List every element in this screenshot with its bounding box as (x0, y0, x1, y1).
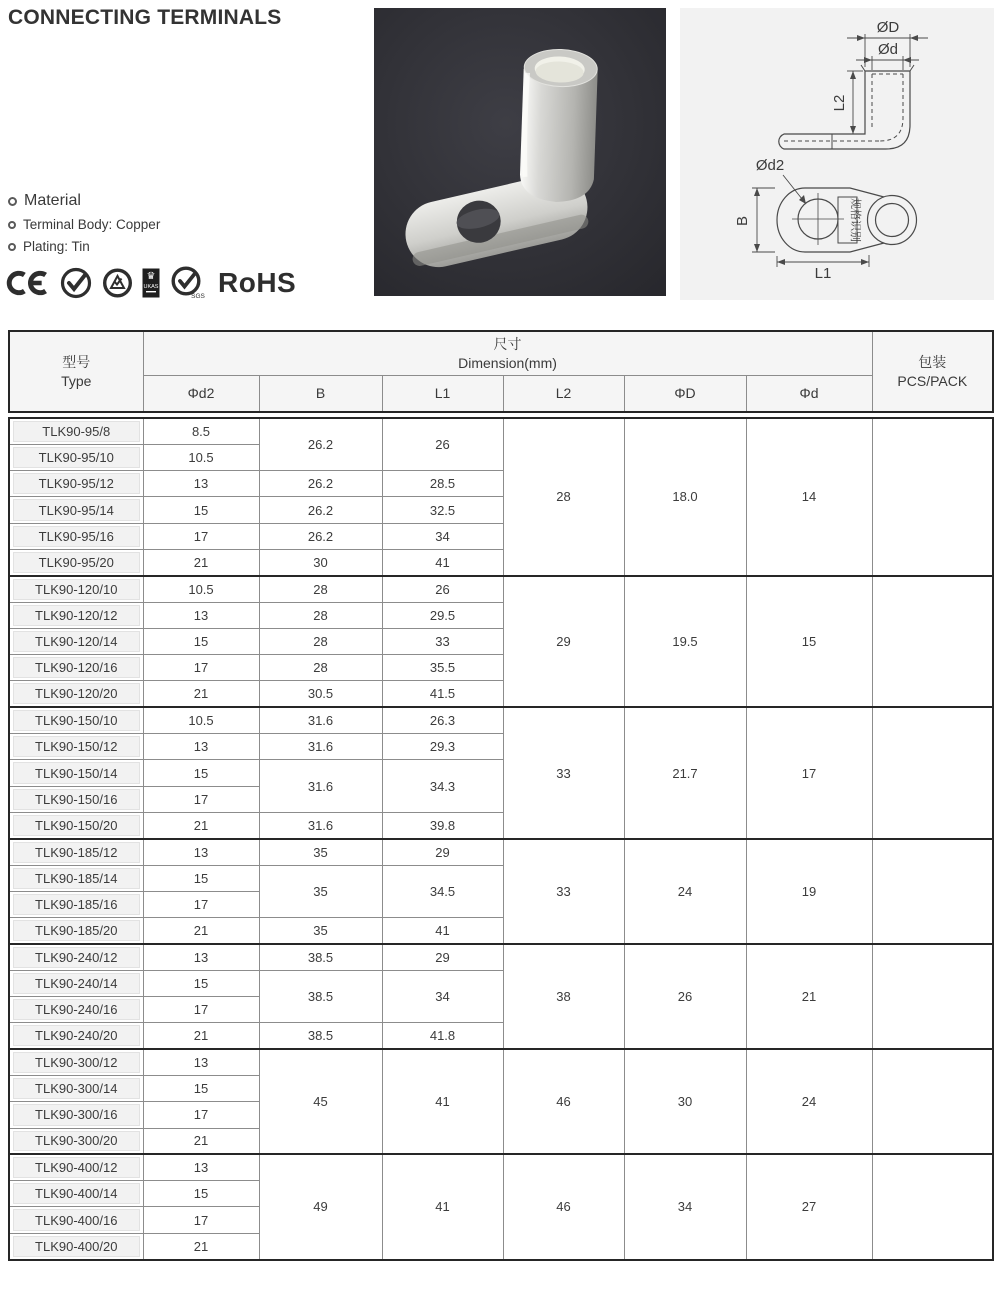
dimension-cell: 34.3 (382, 760, 503, 813)
material-heading: Material (24, 192, 81, 209)
material-item-row (8, 217, 160, 232)
dimension-cell: 13 (143, 1154, 259, 1180)
header-col-l2: L2 (503, 375, 624, 412)
dimension-cell: 28 (259, 576, 382, 602)
bullet-icon (8, 197, 17, 206)
type-label: TLK90-120/20 (13, 683, 140, 704)
header-dimension (143, 331, 872, 375)
dimension-cell: 18.0 (624, 418, 746, 576)
label-length-l1: L1 (814, 265, 832, 282)
dimension-cell: 30.5 (259, 681, 382, 707)
dimension-cell: 13 (143, 944, 259, 970)
dimension-cell: 15 (143, 1075, 259, 1101)
dimension-cell: 38.5 (259, 1023, 382, 1049)
dimension-cell: 13 (143, 1049, 259, 1075)
dimension-cell: 28 (259, 655, 382, 681)
dimension-cell: 34 (382, 970, 503, 1023)
material-section (8, 192, 160, 261)
dimension-cell: 45 (259, 1049, 382, 1154)
dimension-cell (872, 944, 993, 1049)
type-label: TLK90-240/12 (13, 947, 140, 968)
dimension-cell: 17 (143, 997, 259, 1023)
type-cell (9, 1207, 143, 1233)
type-label: TLK90-95/20 (13, 552, 140, 573)
type-label: TLK90-150/10 (13, 710, 140, 731)
dimension-cell: 41 (382, 1049, 503, 1154)
dimension-cell: 29 (503, 576, 624, 707)
certification-row (6, 263, 296, 303)
dimension-cell: 31.6 (259, 760, 382, 813)
dimension-cell: 24 (624, 839, 746, 944)
dimension-cell: 30 (624, 1049, 746, 1154)
dimension-cell: 21 (143, 549, 259, 575)
svg-text:SGS: SGS (191, 293, 205, 300)
type-cell (9, 681, 143, 707)
material-heading-row (8, 192, 160, 210)
dimension-cell: 46 (503, 1154, 624, 1259)
table-row (9, 839, 993, 865)
type-label: TLK90-150/14 (13, 762, 140, 783)
type-cell (9, 1049, 143, 1075)
type-label: TLK90-120/16 (13, 657, 140, 678)
type-cell (9, 444, 143, 470)
header-col-b: B (259, 375, 382, 412)
dimension-cell: 17 (143, 891, 259, 917)
type-label: TLK90-300/20 (13, 1131, 140, 1152)
dimension-cell: 21 (143, 1233, 259, 1259)
material-item: Terminal Body: Copper (23, 217, 161, 232)
type-label: TLK90-400/20 (13, 1236, 140, 1257)
ce-mark-icon (6, 266, 50, 300)
dimension-cell: 28 (503, 418, 624, 576)
sgs-check-badge-icon (169, 265, 205, 301)
dimension-cell: 13 (143, 839, 259, 865)
type-cell (9, 944, 143, 970)
dimension-cell: 27 (746, 1154, 872, 1259)
dimension-cell: 8.5 (143, 418, 259, 444)
header-dim-zh: 尺寸 (493, 335, 522, 352)
dimension-cell: 34.5 (382, 865, 503, 918)
dimension-cell: 41.5 (382, 681, 503, 707)
table-row (9, 944, 993, 970)
dimension-cell: 17 (143, 786, 259, 812)
dimension-cell: 38.5 (259, 944, 382, 970)
type-cell (9, 997, 143, 1023)
dimension-cell: 28 (259, 602, 382, 628)
dimension-cell: 15 (143, 628, 259, 654)
dimension-drawing (680, 8, 994, 300)
dimension-cell: 32.5 (382, 497, 503, 523)
dimension-cell: 14 (746, 418, 872, 576)
type-label: TLK90-240/16 (13, 999, 140, 1020)
table-row (9, 707, 993, 733)
dimension-cell: 21 (143, 918, 259, 944)
type-label: TLK90-185/14 (13, 868, 140, 889)
header-pack-en: PCS/PACK (897, 373, 968, 389)
dimension-cell: 15 (143, 1181, 259, 1207)
header-type-en: Type (61, 373, 92, 389)
header-type-zh: 型号 (62, 354, 91, 370)
header-pack (872, 331, 993, 412)
dimension-cell: 17 (143, 523, 259, 549)
dimension-cell: 35 (259, 865, 382, 918)
dimension-cell: 26 (382, 576, 503, 602)
dimension-cell (872, 1049, 993, 1154)
svg-text:UKAS: UKAS (143, 284, 159, 290)
rohs-label: RoHS (218, 267, 297, 298)
type-label: TLK90-240/20 (13, 1025, 140, 1046)
dimension-cell: 17 (143, 1207, 259, 1233)
type-cell (9, 471, 143, 497)
dimension-cell: 33 (382, 628, 503, 654)
bullet-icon (8, 243, 16, 251)
dimension-cell: 15 (746, 576, 872, 707)
dimension-cell: 35.5 (382, 655, 503, 681)
dimension-cell: 35 (259, 918, 382, 944)
triangle-check-badge-icon (102, 266, 133, 300)
dimension-cell: 21 (143, 681, 259, 707)
type-label: TLK90-185/16 (13, 894, 140, 915)
dimension-cell: 46 (503, 1049, 624, 1154)
label-hole-dia: Ød2 (755, 157, 785, 174)
dimension-cell: 29.5 (382, 602, 503, 628)
spec-table-header (8, 330, 994, 413)
type-cell (9, 786, 143, 812)
type-cell (9, 970, 143, 996)
type-label: TLK90-400/14 (13, 1183, 140, 1204)
dimension-cell: 41 (382, 549, 503, 575)
dimension-cell: 39.8 (382, 812, 503, 838)
dimension-cell: 21 (143, 1128, 259, 1154)
header-col-phiD: ΦD (624, 375, 746, 412)
type-label: TLK90-240/14 (13, 973, 140, 994)
dimension-cell: 21 (746, 944, 872, 1049)
type-label: TLK90-150/16 (13, 789, 140, 810)
dimension-cell: 31.6 (259, 734, 382, 760)
dimension-cell: 24 (746, 1049, 872, 1154)
top-section (0, 0, 1000, 322)
table-row (9, 1049, 993, 1075)
dimension-cell: 17 (143, 1102, 259, 1128)
dimension-cell: 31.6 (259, 707, 382, 733)
dimension-cell (872, 576, 993, 707)
dimension-cell: 30 (259, 549, 382, 575)
dimension-cell: 26 (624, 944, 746, 1049)
header-col-phid: Φd (746, 375, 872, 412)
spec-table (8, 417, 994, 1261)
dimension-cell: 35 (259, 839, 382, 865)
spec-table-body (9, 418, 993, 1260)
type-label: TLK90-185/12 (13, 842, 140, 863)
type-cell (9, 1075, 143, 1101)
dimension-cell (872, 1154, 993, 1259)
type-label: TLK90-95/12 (13, 473, 140, 494)
dimension-cell: 29 (382, 839, 503, 865)
type-cell (9, 1102, 143, 1128)
type-label: TLK90-300/12 (13, 1052, 140, 1073)
type-cell (9, 602, 143, 628)
dimension-cell: 15 (143, 497, 259, 523)
dimension-cell: 19 (746, 839, 872, 944)
dimension-cell: 15 (143, 760, 259, 786)
type-cell (9, 707, 143, 733)
dimension-cell: 15 (143, 865, 259, 891)
table-row (9, 1154, 993, 1180)
type-cell (9, 812, 143, 838)
label-width-b: B (734, 215, 751, 227)
dimension-cell: 10.5 (143, 444, 259, 470)
type-label: TLK90-150/12 (13, 736, 140, 757)
page-title: CONNECTING TERMINALS (8, 6, 282, 29)
material-item-row (8, 239, 160, 254)
dimension-cell: 10.5 (143, 707, 259, 733)
material-item: Plating: Tin (23, 239, 90, 254)
type-cell (9, 418, 143, 444)
type-label: TLK90-300/16 (13, 1104, 140, 1125)
type-cell (9, 734, 143, 760)
dimension-cell: 34 (382, 523, 503, 549)
type-label: TLK90-95/16 (13, 526, 140, 547)
type-label: TLK90-95/14 (13, 499, 140, 520)
terminal-photo-illustration (374, 8, 666, 296)
side-view (779, 34, 928, 149)
type-cell (9, 576, 143, 602)
dimension-cell: 17 (143, 655, 259, 681)
dimension-cell: 31.6 (259, 812, 382, 838)
header-col-l1: L1 (382, 375, 503, 412)
dimension-cell: 26.3 (382, 707, 503, 733)
header-type (9, 331, 143, 412)
terminal-barrel (519, 48, 598, 203)
dimension-cell: 10.5 (143, 576, 259, 602)
dimension-cell: 41.8 (382, 1023, 503, 1049)
ukas-badge-icon (142, 268, 160, 298)
dimension-cell: 13 (143, 602, 259, 628)
type-cell (9, 865, 143, 891)
dimension-cell: 41 (382, 918, 503, 944)
type-label: TLK90-400/12 (13, 1157, 140, 1178)
dimension-cell: 19.5 (624, 576, 746, 707)
dimension-cell: 28 (259, 628, 382, 654)
type-label: TLK90-300/14 (13, 1078, 140, 1099)
dimension-cell: 15 (143, 970, 259, 996)
type-cell (9, 549, 143, 575)
dimension-cell: 38.5 (259, 970, 382, 1023)
type-cell (9, 497, 143, 523)
header-pack-zh: 包装 (918, 354, 947, 370)
dimension-cell: 26.2 (259, 418, 382, 471)
header-col-d2: Φd2 (143, 375, 259, 412)
type-cell (9, 918, 143, 944)
type-cell (9, 523, 143, 549)
type-label: TLK90-185/20 (13, 920, 140, 941)
type-cell (9, 1233, 143, 1259)
dimension-cell (872, 707, 993, 838)
top-view (752, 175, 917, 267)
type-label: TLK90-400/16 (13, 1209, 140, 1230)
spec-table-wrap (8, 330, 992, 1261)
dimension-cell: 49 (259, 1154, 382, 1259)
dimension-cell: 41 (382, 1154, 503, 1259)
type-label: TLK90-95/10 (13, 447, 140, 468)
dimension-cell (872, 418, 993, 576)
type-cell (9, 1128, 143, 1154)
dimension-cell: 26 (382, 418, 503, 471)
label-inner-dia: Ød (877, 41, 899, 58)
type-cell (9, 1154, 143, 1180)
dimension-cell: 34 (624, 1154, 746, 1259)
type-cell (9, 891, 143, 917)
table-row (9, 576, 993, 602)
product-photo (374, 8, 666, 296)
type-label: TLK90-120/14 (13, 631, 140, 652)
dimension-cell: 21 (143, 1023, 259, 1049)
label-mark-text: 规格识别 (849, 198, 861, 242)
type-cell (9, 655, 143, 681)
dimension-cell: 28.5 (382, 471, 503, 497)
label-outer-dia: ØD (876, 19, 900, 36)
quality-check-badge-icon (59, 266, 93, 300)
type-cell (9, 1181, 143, 1207)
type-cell (9, 1023, 143, 1049)
dimension-cell (872, 839, 993, 944)
dimension-cell: 29.3 (382, 734, 503, 760)
table-row (9, 418, 993, 444)
dimension-drawing-svg (680, 8, 994, 300)
dimension-cell: 33 (503, 839, 624, 944)
bullet-icon (8, 221, 16, 229)
dimension-cell: 26.2 (259, 471, 382, 497)
type-cell (9, 760, 143, 786)
type-label: TLK90-120/12 (13, 605, 140, 626)
type-cell (9, 628, 143, 654)
svg-text:♛: ♛ (146, 271, 156, 282)
dimension-cell: 29 (382, 944, 503, 970)
type-label: TLK90-120/10 (13, 579, 140, 600)
dimension-cell: 26.2 (259, 523, 382, 549)
dimension-cell: 38 (503, 944, 624, 1049)
label-tube-len: L2 (831, 94, 848, 112)
type-cell (9, 839, 143, 865)
dimension-cell: 17 (746, 707, 872, 838)
header-dim-en: Dimension(mm) (458, 354, 557, 371)
type-label: TLK90-95/8 (13, 421, 140, 442)
dimension-cell: 26.2 (259, 497, 382, 523)
dimension-labels (734, 19, 899, 282)
type-label: TLK90-150/20 (13, 815, 140, 836)
dimension-cell: 13 (143, 471, 259, 497)
dimension-cell: 21 (143, 812, 259, 838)
dimension-cell: 13 (143, 734, 259, 760)
dimension-cell: 33 (503, 707, 624, 838)
dimension-cell: 21.7 (624, 707, 746, 838)
